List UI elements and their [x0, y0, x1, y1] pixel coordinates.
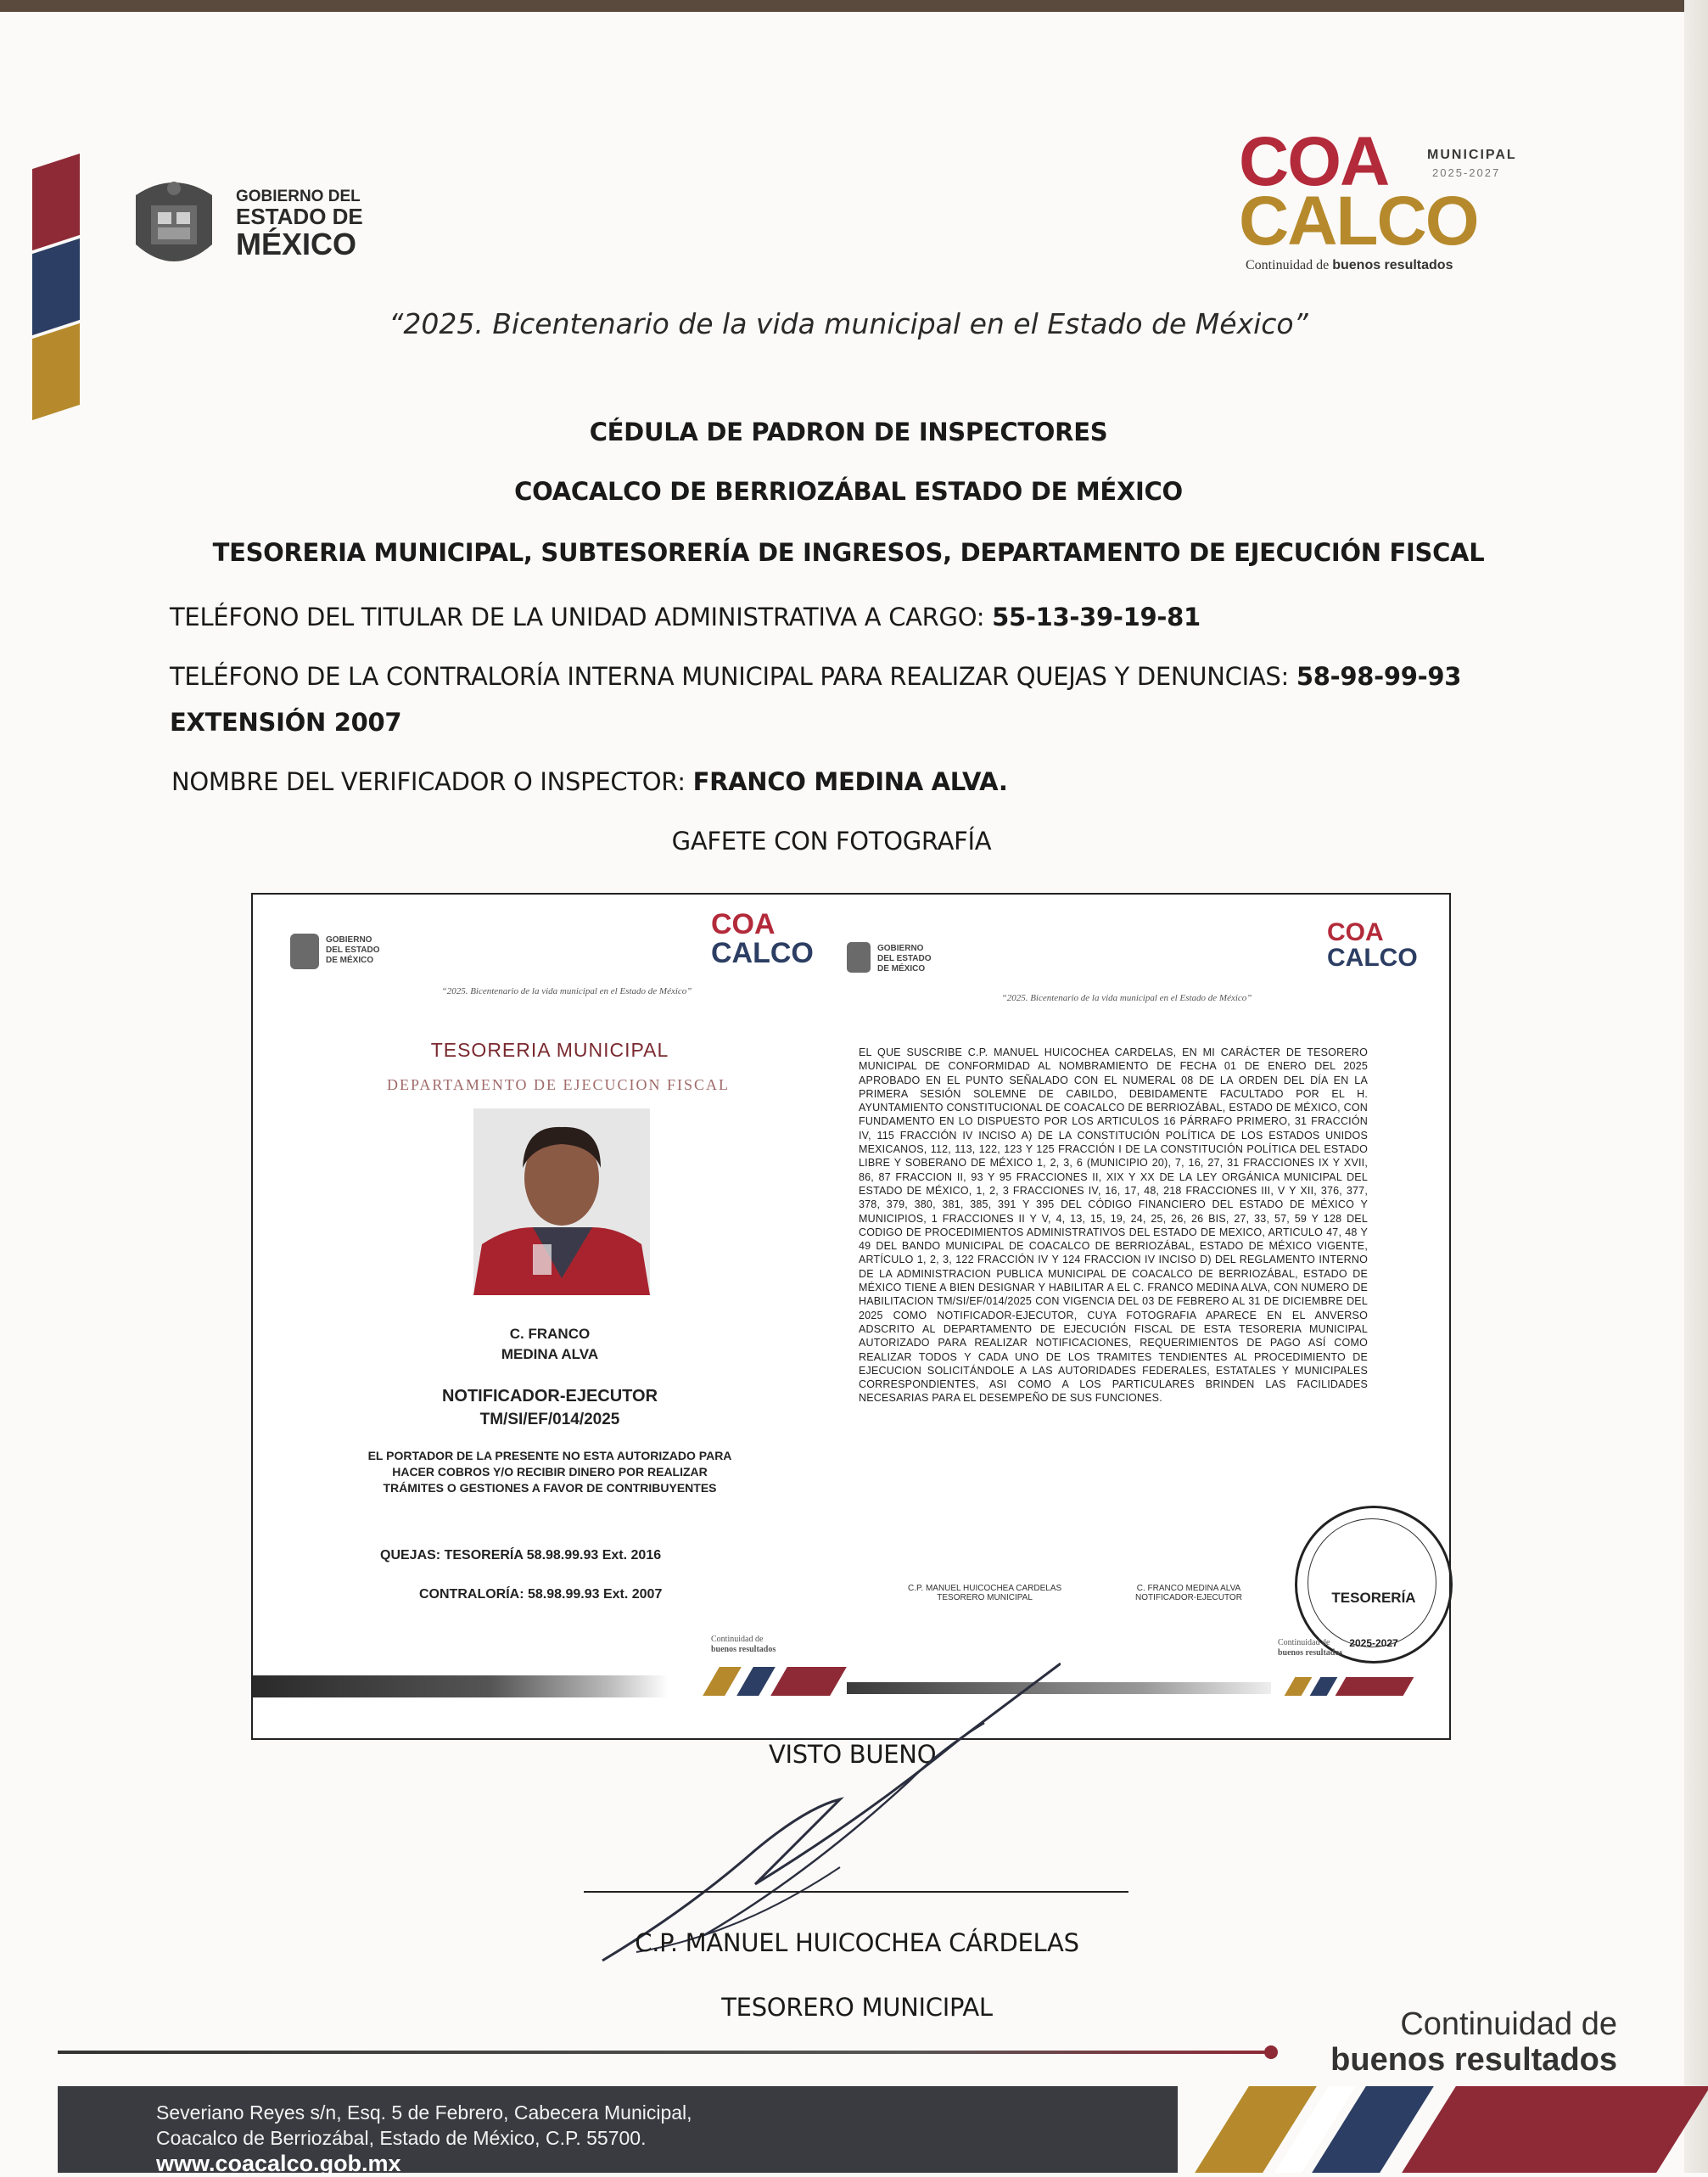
phone-contraloria	[170, 662, 1527, 691]
phone-contraloria-value: 58-98-99-93	[1296, 662, 1462, 691]
extension: EXTENSIÓN 2007	[170, 708, 402, 737]
badge-photo-card	[251, 893, 1451, 1740]
footer-slogan-line1: Continuidad de	[1400, 2006, 1617, 2042]
footer-stripe-maroon	[1402, 2086, 1708, 2173]
doc-title-1: CÉDULA DE PADRON DE INSPECTORES	[589, 418, 1108, 446]
badge-front-dept1: TESORERIA MUNICIPAL	[430, 1039, 669, 1061]
paper-top-edge	[0, 0, 1708, 12]
footer-divider	[58, 2051, 1271, 2054]
badge-back-motto: “2025. Bicentenario de la vida municipal en el Estado de México”	[1001, 993, 1252, 1003]
left-stripe-navy	[32, 238, 80, 335]
badge-back-gov: GOBIERNO DEL ESTADO DE MÉXICO	[877, 944, 932, 973]
signer-title: TESORERO MUNICIPAL	[721, 1993, 993, 2022]
badge-front-gov-emblem-icon	[290, 934, 319, 969]
gov-line2: ESTADO DE	[236, 203, 363, 229]
badge-front-name-2: MEDINA ALVA	[501, 1346, 599, 1362]
badge-front-code: TM/SI/EF/014/2025	[479, 1411, 620, 1428]
signature-mark	[585, 1655, 1061, 1969]
badge-front-logo-calco: CALCO	[711, 937, 814, 969]
signer-name: C.P. MANUEL HUICOCHEA CÁRDELAS	[635, 1928, 1079, 1957]
gafete-label: GAFETE CON FOTOGRAFÍA	[671, 827, 992, 856]
badge-back-logo-coa: COA	[1327, 918, 1384, 946]
logo-calco: CALCO	[1239, 182, 1478, 260]
badge-front-slogan	[711, 1635, 776, 1655]
badge-back-sig2-name: C. FRANCO MEDINA ALVA	[1136, 1584, 1241, 1593]
gov-emblem-icon	[127, 170, 221, 278]
doc-title-3: TESORERIA MUNICIPAL, SUBTESORERÍA DE INGRESOS, DEPARTAMENTO DE EJECUCIÓN FISCAL	[212, 538, 1485, 567]
badge-front-motto: “2025. Bicentenario de la vida municipal en el Estado de México”	[441, 986, 692, 996]
logo-years: 2025-2027	[1432, 166, 1501, 179]
gov-name	[236, 188, 363, 261]
badge-back-stripe-navy	[1310, 1677, 1338, 1696]
footer-bar	[58, 2086, 1178, 2176]
left-stripe-maroon	[32, 154, 80, 250]
badge-back-gov-emblem-icon	[847, 942, 871, 973]
inspector-label: NOMBRE DEL VERIFICADOR O INSPECTOR:	[171, 767, 686, 796]
badge-front	[253, 895, 847, 1738]
seal-inner-ring	[1308, 1518, 1436, 1647]
footer-address-1: Severiano Reyes s/n, Esq. 5 de Febrero, Cabecera Municipal,	[156, 2101, 692, 2124]
badge-back-slogan	[1278, 1638, 1342, 1658]
badge-back-stripe-maroon	[1336, 1677, 1414, 1696]
badge-back-slogan-1: Continuidad de	[1278, 1638, 1330, 1647]
badge-front-slogan-2: buenos resultados	[711, 1645, 776, 1654]
phone-titular	[170, 603, 1527, 631]
footer-address-2: Coacalco de Berriozábal, Estado de México, C.P. 55700.	[156, 2127, 647, 2149]
badge-front-contraloria: CONTRALORÍA: 58.98.99.93 Ext. 2007	[419, 1587, 663, 1602]
gov-line3: MÉXICO	[236, 227, 357, 262]
motto: “2025. Bicentenario de la vida municipal en el Estado de México”	[389, 307, 1308, 340]
badge-back-sig1-name: C.P. MANUEL HUICOCHEA CARDELAS	[908, 1584, 1062, 1593]
footer-divider-dot	[1264, 2045, 1278, 2059]
badge-back-sig1	[908, 1584, 1061, 1602]
inspector-photo	[473, 1108, 650, 1295]
badge-front-dept2: DEPARTAMENTO DE EJECUCION FISCAL	[386, 1076, 730, 1093]
logo-slogan	[1246, 258, 1453, 273]
left-stripe-gold	[32, 323, 80, 420]
badge-front-name-1: C. FRANCO	[509, 1326, 591, 1342]
coacalco-logo	[1239, 123, 1536, 280]
badge-back-stripe-gold	[1285, 1677, 1313, 1696]
footer-website[interactable]: www.coacalco.gob.mx	[156, 2151, 401, 2176]
badge-front-warning: EL PORTADOR DE LA PRESENTE NO ESTA AUTORIZADO PARA HACER COBROS Y/O RECIBIR DINERO POR REALIZAR TRÁMITES O GESTIONES A FAVOR DE CONTRIBUYENTES	[367, 1449, 732, 1495]
badge-front-logo	[711, 910, 814, 968]
phone-contraloria-label: TELÉFONO DE LA CONTRALORÍA INTERNA MUNICIPAL PARA REALIZAR QUEJAS Y DENUNCIAS:	[170, 662, 1289, 691]
badge-front-gov: GOBIERNO DEL ESTADO DE MÉXICO	[326, 935, 380, 965]
footer-slogan	[1256, 2006, 1617, 2078]
paper-right-edge	[1684, 0, 1708, 2173]
seal-year: 2025-2027	[1349, 1637, 1398, 1649]
badge-back-logo-calco: CALCO	[1327, 944, 1418, 972]
visto-bueno: VISTO BUENO	[769, 1740, 937, 1769]
logo-coa: COA	[1239, 123, 1389, 200]
badge-back-sig1-title: TESORERO MUNICIPAL	[937, 1593, 1033, 1602]
phone-titular-value: 55-13-39-19-81	[992, 603, 1201, 631]
badge-front-quejas: QUEJAS: TESORERÍA 58.98.99.93 Ext. 2016	[380, 1548, 662, 1563]
phone-titular-label: TELÉFONO DEL TITULAR DE LA UNIDAD ADMINISTRATIVA A CARGO:	[170, 603, 985, 631]
inspector-value: FRANCO MEDINA ALVA.	[692, 767, 1008, 796]
badge-back-logo	[1327, 920, 1418, 971]
inspector-name	[171, 767, 1529, 796]
badge-back-body: EL QUE SUSCRIBE C.P. MANUEL HUICOCHEA CARDELAS, EN MI CARÁCTER DE TESORERO MUNICIPAL DE CONFORMIDAD AL NOMBRAMIENTO DE FECHA 01 DE ENERO DEL 2025 APROBADO EN EL PUNTO SEÑALADO CON EL NUMERAL 08 DE LA ORDEN DEL DÍA EN LA PRIMERA SESIÓN SOLEMNE DE CABILDO, DEBIDAMENTE FACULTADO POR EL H. AYUNTAMIENTO CONSTITUCIONAL DE COACALCO DE BERRIOZÁBAL, ESTADO DE MÉXICO, CON FUNDAMENTO EN LO DISPUESTO POR LOS ARTICULOS 16 PÁRRAFO PRIMERO, 31 FRACCIÓN IV, 115 FRACCIÓN IV INCISO A) DE LA CONSTITUCIÓN POLÍTICA DE LOS ESTADOS UNIDOS MEXICANOS, 112, 113, 122, 123 Y 125 FRACCIÓN I DE LA CONSTITUCIÓN POLÍTICA DEL ESTADO LIBRE Y SOBERANO DE MÉXICO 1, 2, 3, 6 (MUNICIPIO 20), 7, 16, 27, 31 FRACCIONES IX Y XVII, 86, 87 FRACCION II, 93 Y 95 FRACCIONES II, XIX Y XX DE LA LEY ORGÁNICA MUNICIPAL DEL ESTADO DE MÉXICO, 1, 2, 3 FRACCIONES IV, 16, 17, 48, 218 FRACCIONES III, V Y XII, 376, 377, 378, 379, 380, 381, 385, 391 Y 395 DEL CÓDIGO FINANCIERO DEL ESTADO DE MÉXICO Y MUNICIPIOS, 1 FRACCIONES II Y V, 4, 13, 15, 19, 24, 25, 26, 26 BIS, 27, 33, 57, 59 Y 128 DEL CODIGO DE PROCEDIMIENTOS ADMINISTRATIVOS DEL ESTADO DE MEXICO, ARTICULO 47, 48 Y 49 DEL BANDO MUNICIPAL DE COACALCO DE BERRIOZÁBAL, ESTADO DE MÉXICO VIGENTE, ARTÍCULO 1, 2, 3, 122 FRACCIÓN IV Y 124 FRACCION IV INCISO D) DEL REGLAMENTO INTERNO DE LA ADMINISTRACION PUBLICA MUNICIPAL DE COACALCO DE BERRIOZÁBAL, ESTADO DE MÉXICO TIENE A BIEN DESIGNAR Y HABILITAR A EL C. FRANCO MEDINA ALVA, CON NUMERO DE HABILITACION TM/SI/EF/014/2025 CON VIGENCIA DEL 03 DE FEBRERO AL 31 DE DICIEMBRE DEL 2025 COMO NOTIFICADOR-EJECUTOR, CUYA FOTOGRAFIA APARECE EN EL ANVERSO ADSCRITO AL DEPARTAMENTO DE EJECUCIÓN FISCAL DE ESTA TESORERIA MUNICIPAL AUTORIZADO PARA REALIZAR NOTIFICACIONES, REQUERIMIENTOS DE PAGO ASÍ COMO REALIZAR TODOS Y CADA UNO DE LOS TRAMITES TENDIENTES AL PROCEDIMIENTO DE EJECUCION SOLICITÁNDOLE A LAS AUTORIDADES FEDERALES, ESTATALES Y MUNICIPALES CORRESPONDIENTES, ASI COMO A LOS PARTICULARES BRINDEN LAS FACILIDADES NECESARIAS PARA EL DESEMPEÑO DE SUS FUNCIONES.	[859, 1046, 1368, 1405]
signature-line	[584, 1891, 1128, 1893]
seal-text: TESORERÍA	[1331, 1590, 1416, 1606]
logo-slogan-prefix: Continuidad de	[1246, 258, 1330, 272]
badge-back	[847, 895, 1448, 1738]
badge-front-logo-coa: COA	[711, 908, 776, 940]
badge-front-slogan-1: Continuidad de	[711, 1635, 764, 1644]
gov-line1: GOBIERNO DEL	[236, 188, 361, 205]
doc-title-2: COACALCO DE BERRIOZÁBAL ESTADO DE MÉXICO	[514, 477, 1183, 506]
footer-slogan-line2: buenos resultados	[1330, 2042, 1617, 2078]
badge-back-sig2	[1135, 1584, 1242, 1602]
logo-municipal: MUNICIPAL	[1427, 148, 1517, 162]
logo-slogan-bold: buenos resultados	[1332, 258, 1453, 272]
badge-back-slogan-2: buenos resultados	[1278, 1648, 1343, 1658]
badge-back-sig2-title: NOTIFICADOR-EJECUTOR	[1135, 1593, 1242, 1602]
badge-front-role: NOTIFICADOR-EJECUTOR	[441, 1387, 658, 1406]
